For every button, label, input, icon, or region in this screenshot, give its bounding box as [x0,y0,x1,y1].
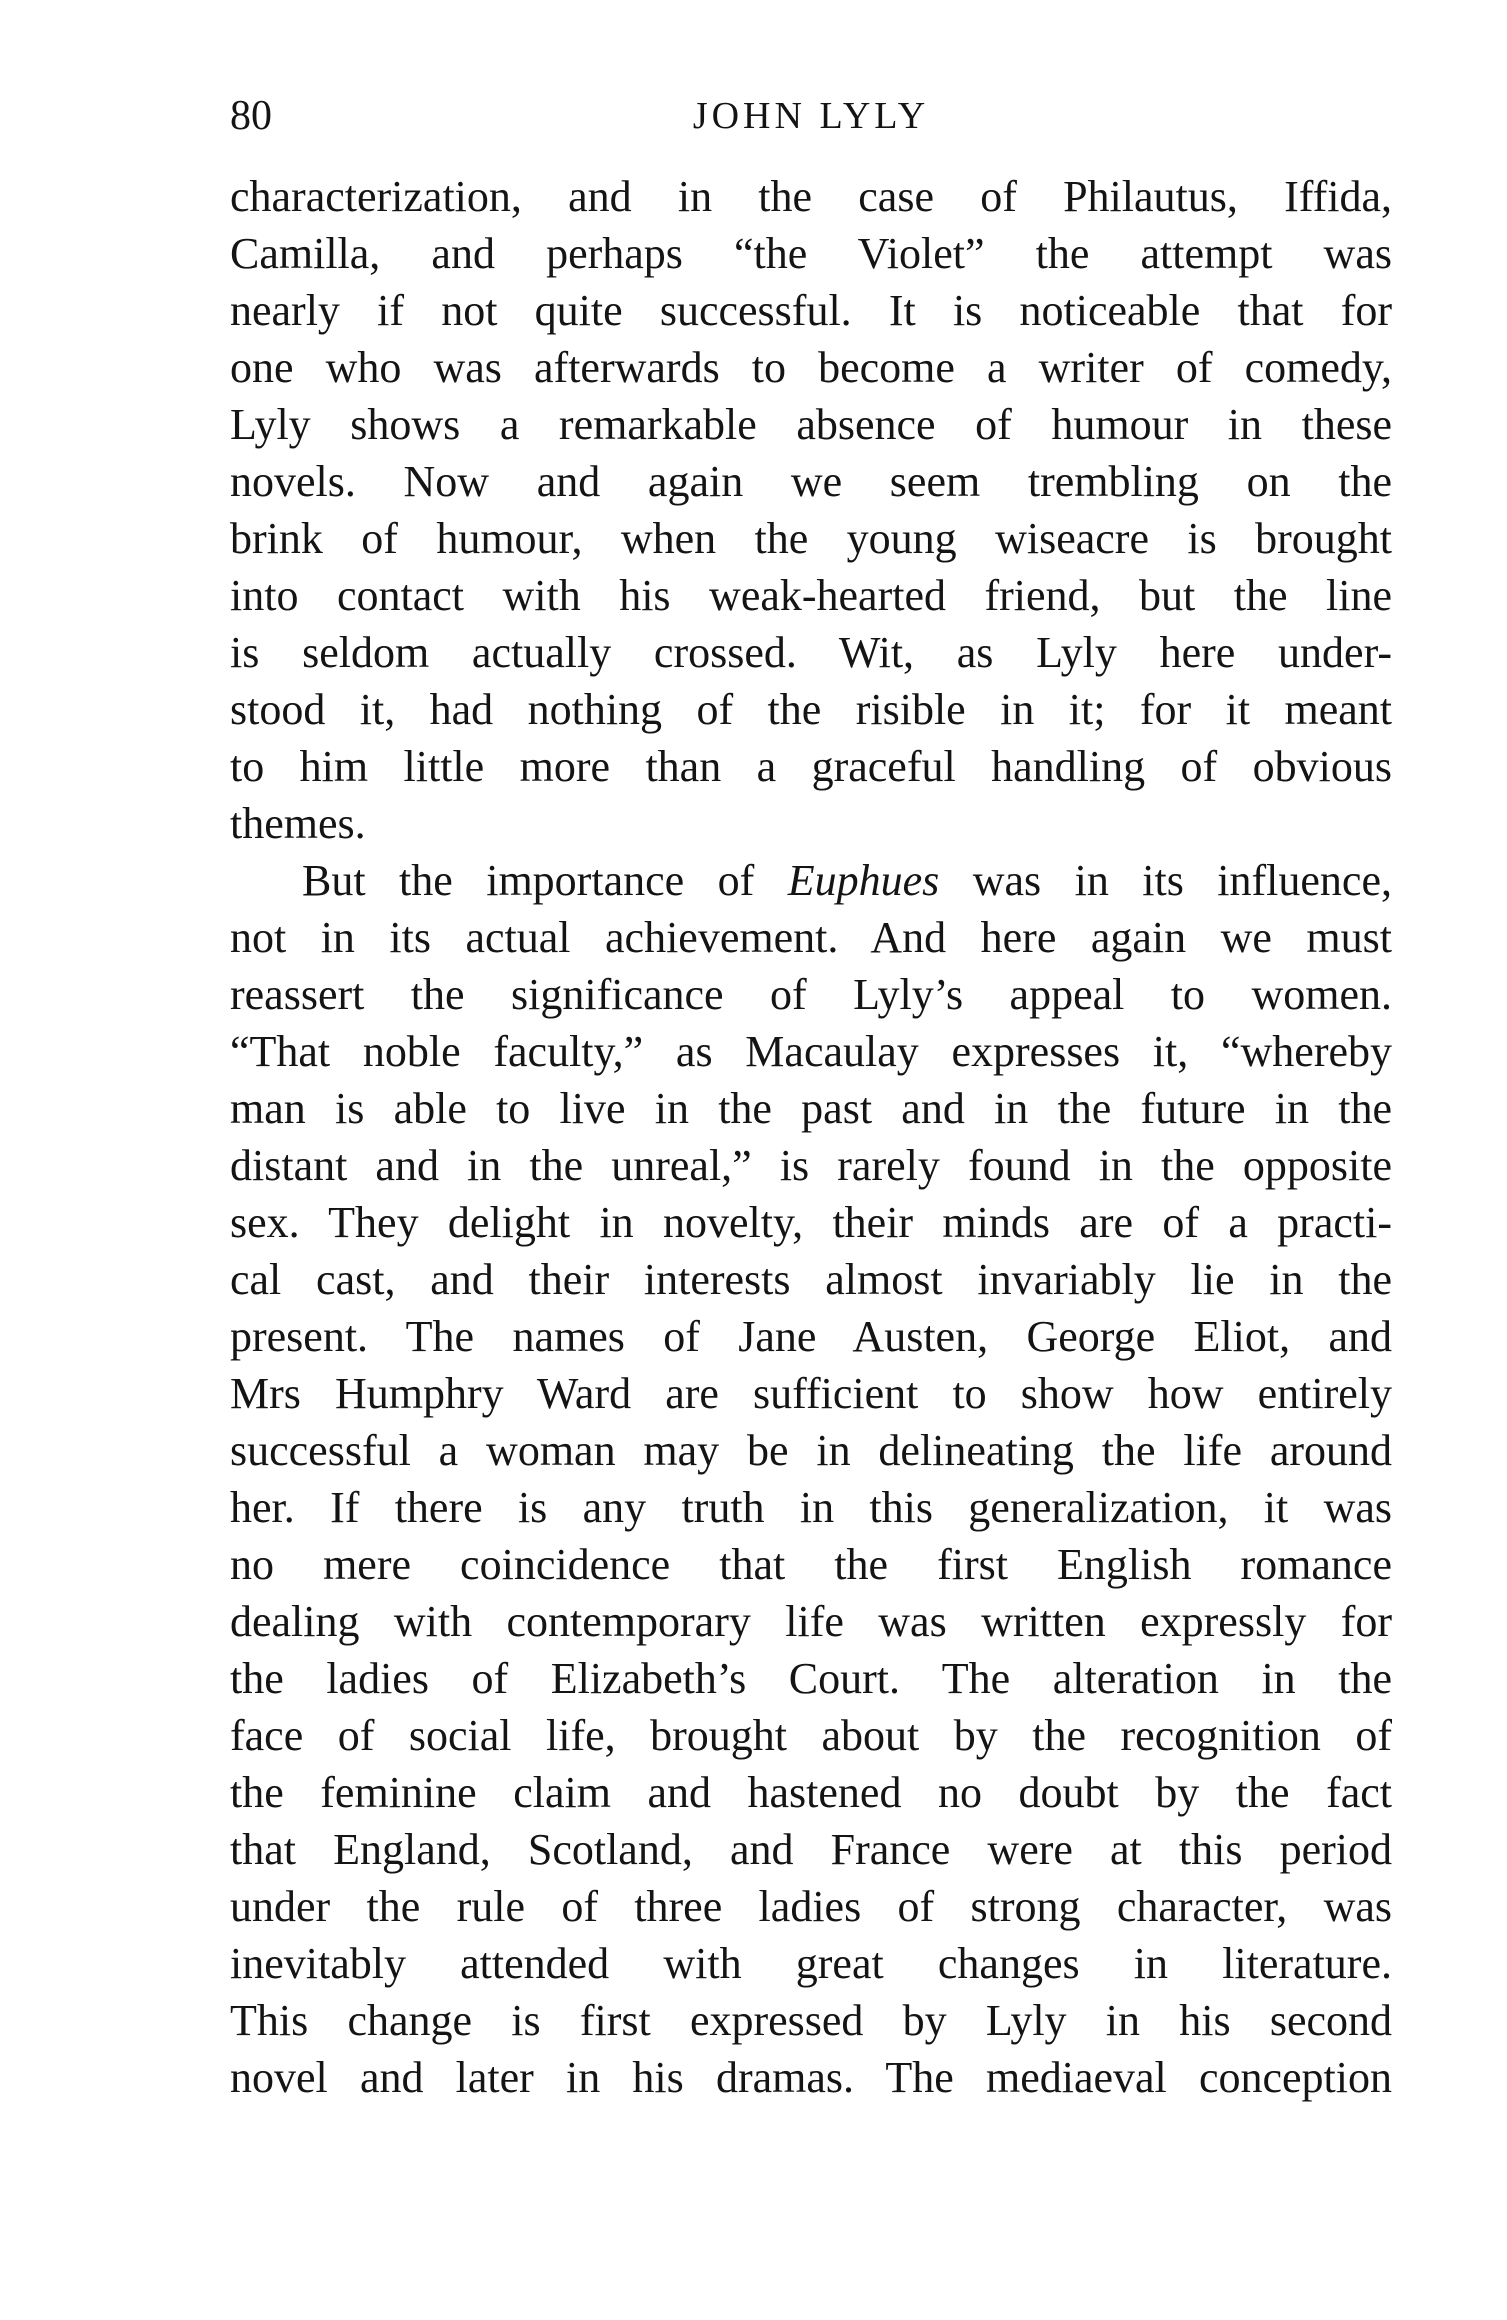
line-text: themes. [230,799,366,848]
text-line [230,396,1392,453]
line-text: present. The names of Jane Austen, George Eliot, and [230,1312,1392,1361]
text-line [230,1365,1392,1422]
text-line [230,1593,1392,1650]
text-line [230,282,1392,339]
line-text: Mrs Humphry Ward are sufficient to show how entirely [230,1369,1392,1418]
line-text: inevitably attended with great changes in literature. [230,1939,1392,1988]
running-head [230,88,1392,144]
line-text: cal cast, and their interests almost invariably lie in the [230,1255,1392,1304]
text-line [230,624,1392,681]
line-text: stood it, had nothing of the risible in it; for it meant [230,685,1392,734]
line-text: novel and later in his dramas. The mediaeval conception [230,2053,1392,2102]
line-text: successful a woman may be in delineating the life around [230,1426,1392,1475]
line-text: dealing with contemporary life was written expressly for [230,1597,1392,1646]
text-line [230,1935,1392,1992]
line-text: was in its influence, [939,856,1392,905]
line-text: novels. Now and again we seem trembling on the [230,457,1392,506]
line-text: But the importance of [302,856,788,905]
line-text: reassert the significance of Lyly’s appeal to women. [230,970,1392,1019]
body-text [230,168,1392,2106]
text-line [230,1194,1392,1251]
line-text: her. If there is any truth in this generalization, it was [230,1483,1392,1532]
text-line [230,1080,1392,1137]
line-text: into contact with his weak-hearted friend, but the line [230,571,1392,620]
text-line [230,1023,1392,1080]
text-line [230,966,1392,1023]
running-title: JOHN LYLY [692,95,930,137]
text-line [230,2049,1392,2106]
text-line [230,1479,1392,1536]
page-number: 80 [230,93,272,139]
line-text: brink of humour, when the young wiseacre is brought [230,514,1392,563]
text-line [230,795,1392,852]
text-line [230,339,1392,396]
text-line [230,909,1392,966]
text-line [230,852,1392,909]
text-line [230,567,1392,624]
line-text: characterization, and in the case of Philautus, Iffida, [230,172,1392,221]
line-text: that England, Scotland, and France were at this period [230,1825,1392,1874]
text-line [230,1878,1392,1935]
line-text: Lyly shows a remarkable absence of humour in these [230,400,1392,449]
text-line [230,510,1392,567]
text-line [230,1536,1392,1593]
text-line [230,1251,1392,1308]
line-text: no mere coincidence that the first English romance [230,1540,1392,1589]
text-line [230,1422,1392,1479]
line-text: not in its actual achievement. And here again we must [230,913,1392,962]
text-line [230,225,1392,282]
text-line [230,453,1392,510]
text-line [230,1308,1392,1365]
text-line [230,681,1392,738]
line-text: Camilla, and perhaps “the Violet” the attempt was [230,229,1392,278]
text-line [230,1992,1392,2049]
line-text: one who was afterwards to become a writer of comedy, [230,343,1392,392]
italic-title-text: Euphues [787,856,940,905]
text-line [230,1707,1392,1764]
text-line [230,1764,1392,1821]
line-text: under the rule of three ladies of strong character, was [230,1882,1392,1931]
line-text: the feminine claim and hastened no doubt by the fact [230,1768,1392,1817]
text-line [230,1650,1392,1707]
line-text: nearly if not quite successful. It is noticeable that for [230,286,1392,335]
line-text: is seldom actually crossed. Wit, as Lyly here under- [230,628,1392,677]
line-text: sex. They delight in novelty, their minds are of a practi- [230,1198,1392,1247]
text-line [230,1137,1392,1194]
text-line [230,168,1392,225]
text-line [230,1821,1392,1878]
line-text: face of social life, brought about by the recognition of [230,1711,1392,1760]
text-line [230,738,1392,795]
line-text: man is able to live in the past and in the future in the [230,1084,1392,1133]
line-text: distant and in the unreal,” is rarely found in the opposite [230,1141,1392,1190]
line-text: the ladies of Elizabeth’s Court. The alteration in the [230,1654,1392,1703]
line-text: to him little more than a graceful handling of obvious [230,742,1392,791]
line-text: This change is first expressed by Lyly in his second [230,1996,1392,2045]
line-text: “That noble faculty,” as Macaulay expresses it, “whereby [230,1027,1392,1076]
